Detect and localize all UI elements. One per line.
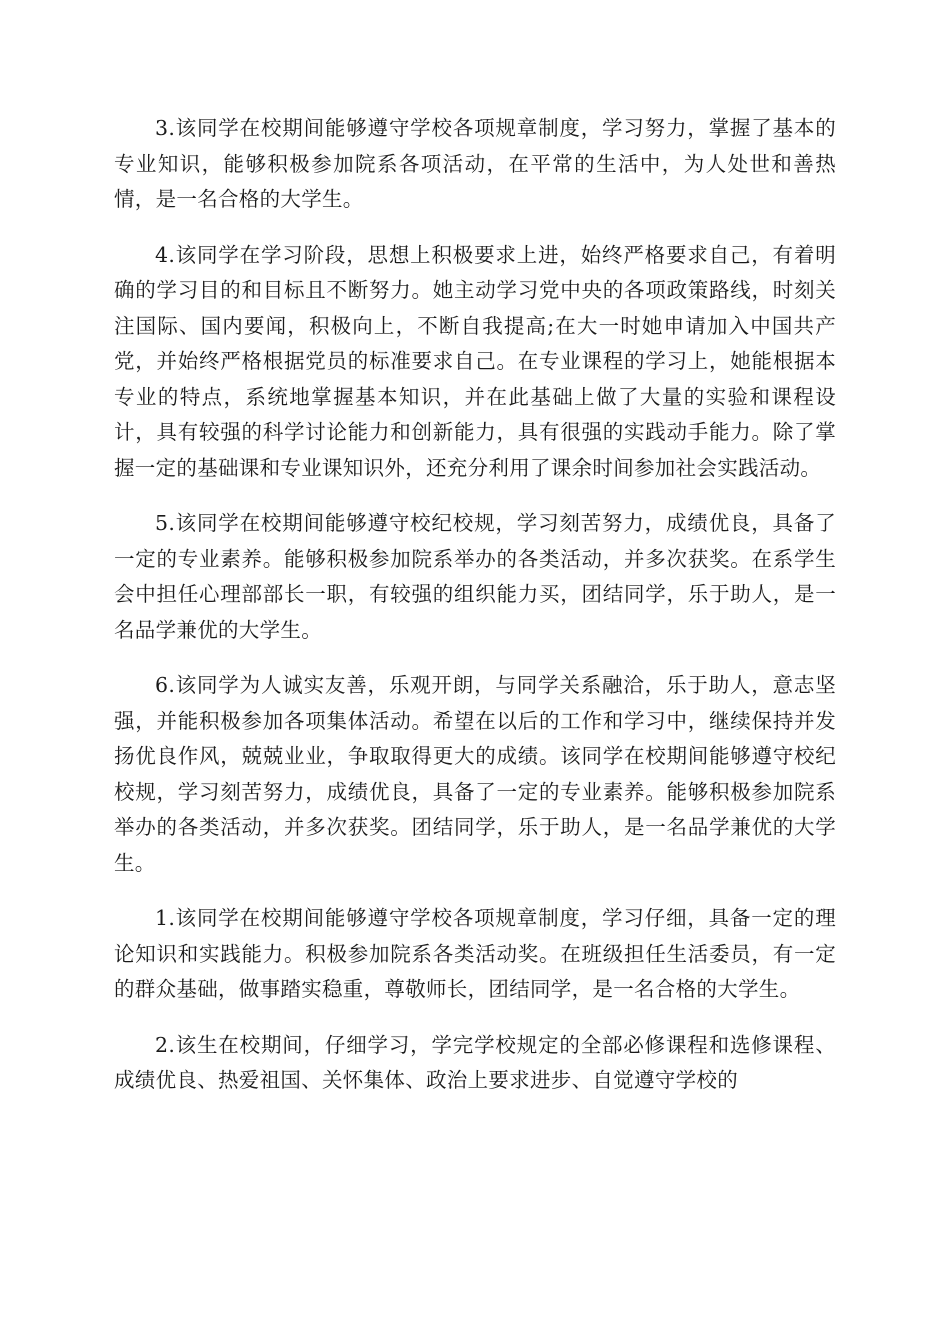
paragraph-4: 4.该同学在学习阶段，思想上积极要求上进，始终严格要求自己，有着明确的学习目的和目标且不断努力。她主动学习党中央的各项政策路线，时刻关注国际、国内要闻，积极向上，不断自我提高;在大一时她申请加入中国共产党，并始终严格根据党员的标准要求自己。在专业课程的学习上，她能根据本专业的特点，系统地掌握基本知识，并在此基础上做了大量的实验和课程设计，具有较强的科学讨论能力和创新能力，具有很强的实践动手能力。除了掌握一定的基础课和专业课知识外，还充分利用了课余时间参加社会实践活动。 (114, 242, 836, 480)
paragraph-5: 5.该同学在校期间能够遵守校纪校规，学习刻苦努力，成绩优良，具备了一定的专业素养。能够积极参加院系举办的各类活动，并多次获奖。在系学生会中担任心理部部长一职，有较强的组织能力买，团结同学，乐于助人，是一名品学兼优的大学生。 (114, 511, 836, 642)
paragraph-1: 1.该同学在校期间能够遵守学校各项规章制度，学习仔细，具备一定的理论知识和实践能力。积极参加院系各类活动奖。在班级担任生活委员，有一定的群众基础，做事踏实稳重，尊敬师长，团结同学，是一名合格的大学生。 (114, 906, 836, 1001)
document-body (114, 111, 836, 1119)
paragraph-6: 6.该同学为人诚实友善，乐观开朗，与同学关系融洽，乐于助人，意志坚强，并能积极参加各项集体活动。希望在以后的工作和学习中，继续保持并发扬优良作风，兢兢业业，争取取得更大的成绩。该同学在校期间能够遵守校纪校规，学习刻苦努力，成绩优良，具备了一定的专业素养。能够积极参加院系举办的各类活动，并多次获奖。团结同学，乐于助人，是一名品学兼优的大学生。 (114, 673, 836, 875)
paragraph-2: 2.该生在校期间，仔细学习，学完学校规定的全部必修课程和选修课程、成绩优良、热爱祖国、关怀集体、政治上要求进步、自觉遵守学校的 (114, 1032, 836, 1092)
paragraph-3: 3.该同学在校期间能够遵守学校各项规章制度，学习努力，掌握了基本的专业知识，能够积极参加院系各项活动，在平常的生活中，为人处世和善热情，是一名合格的大学生。 (114, 116, 836, 211)
